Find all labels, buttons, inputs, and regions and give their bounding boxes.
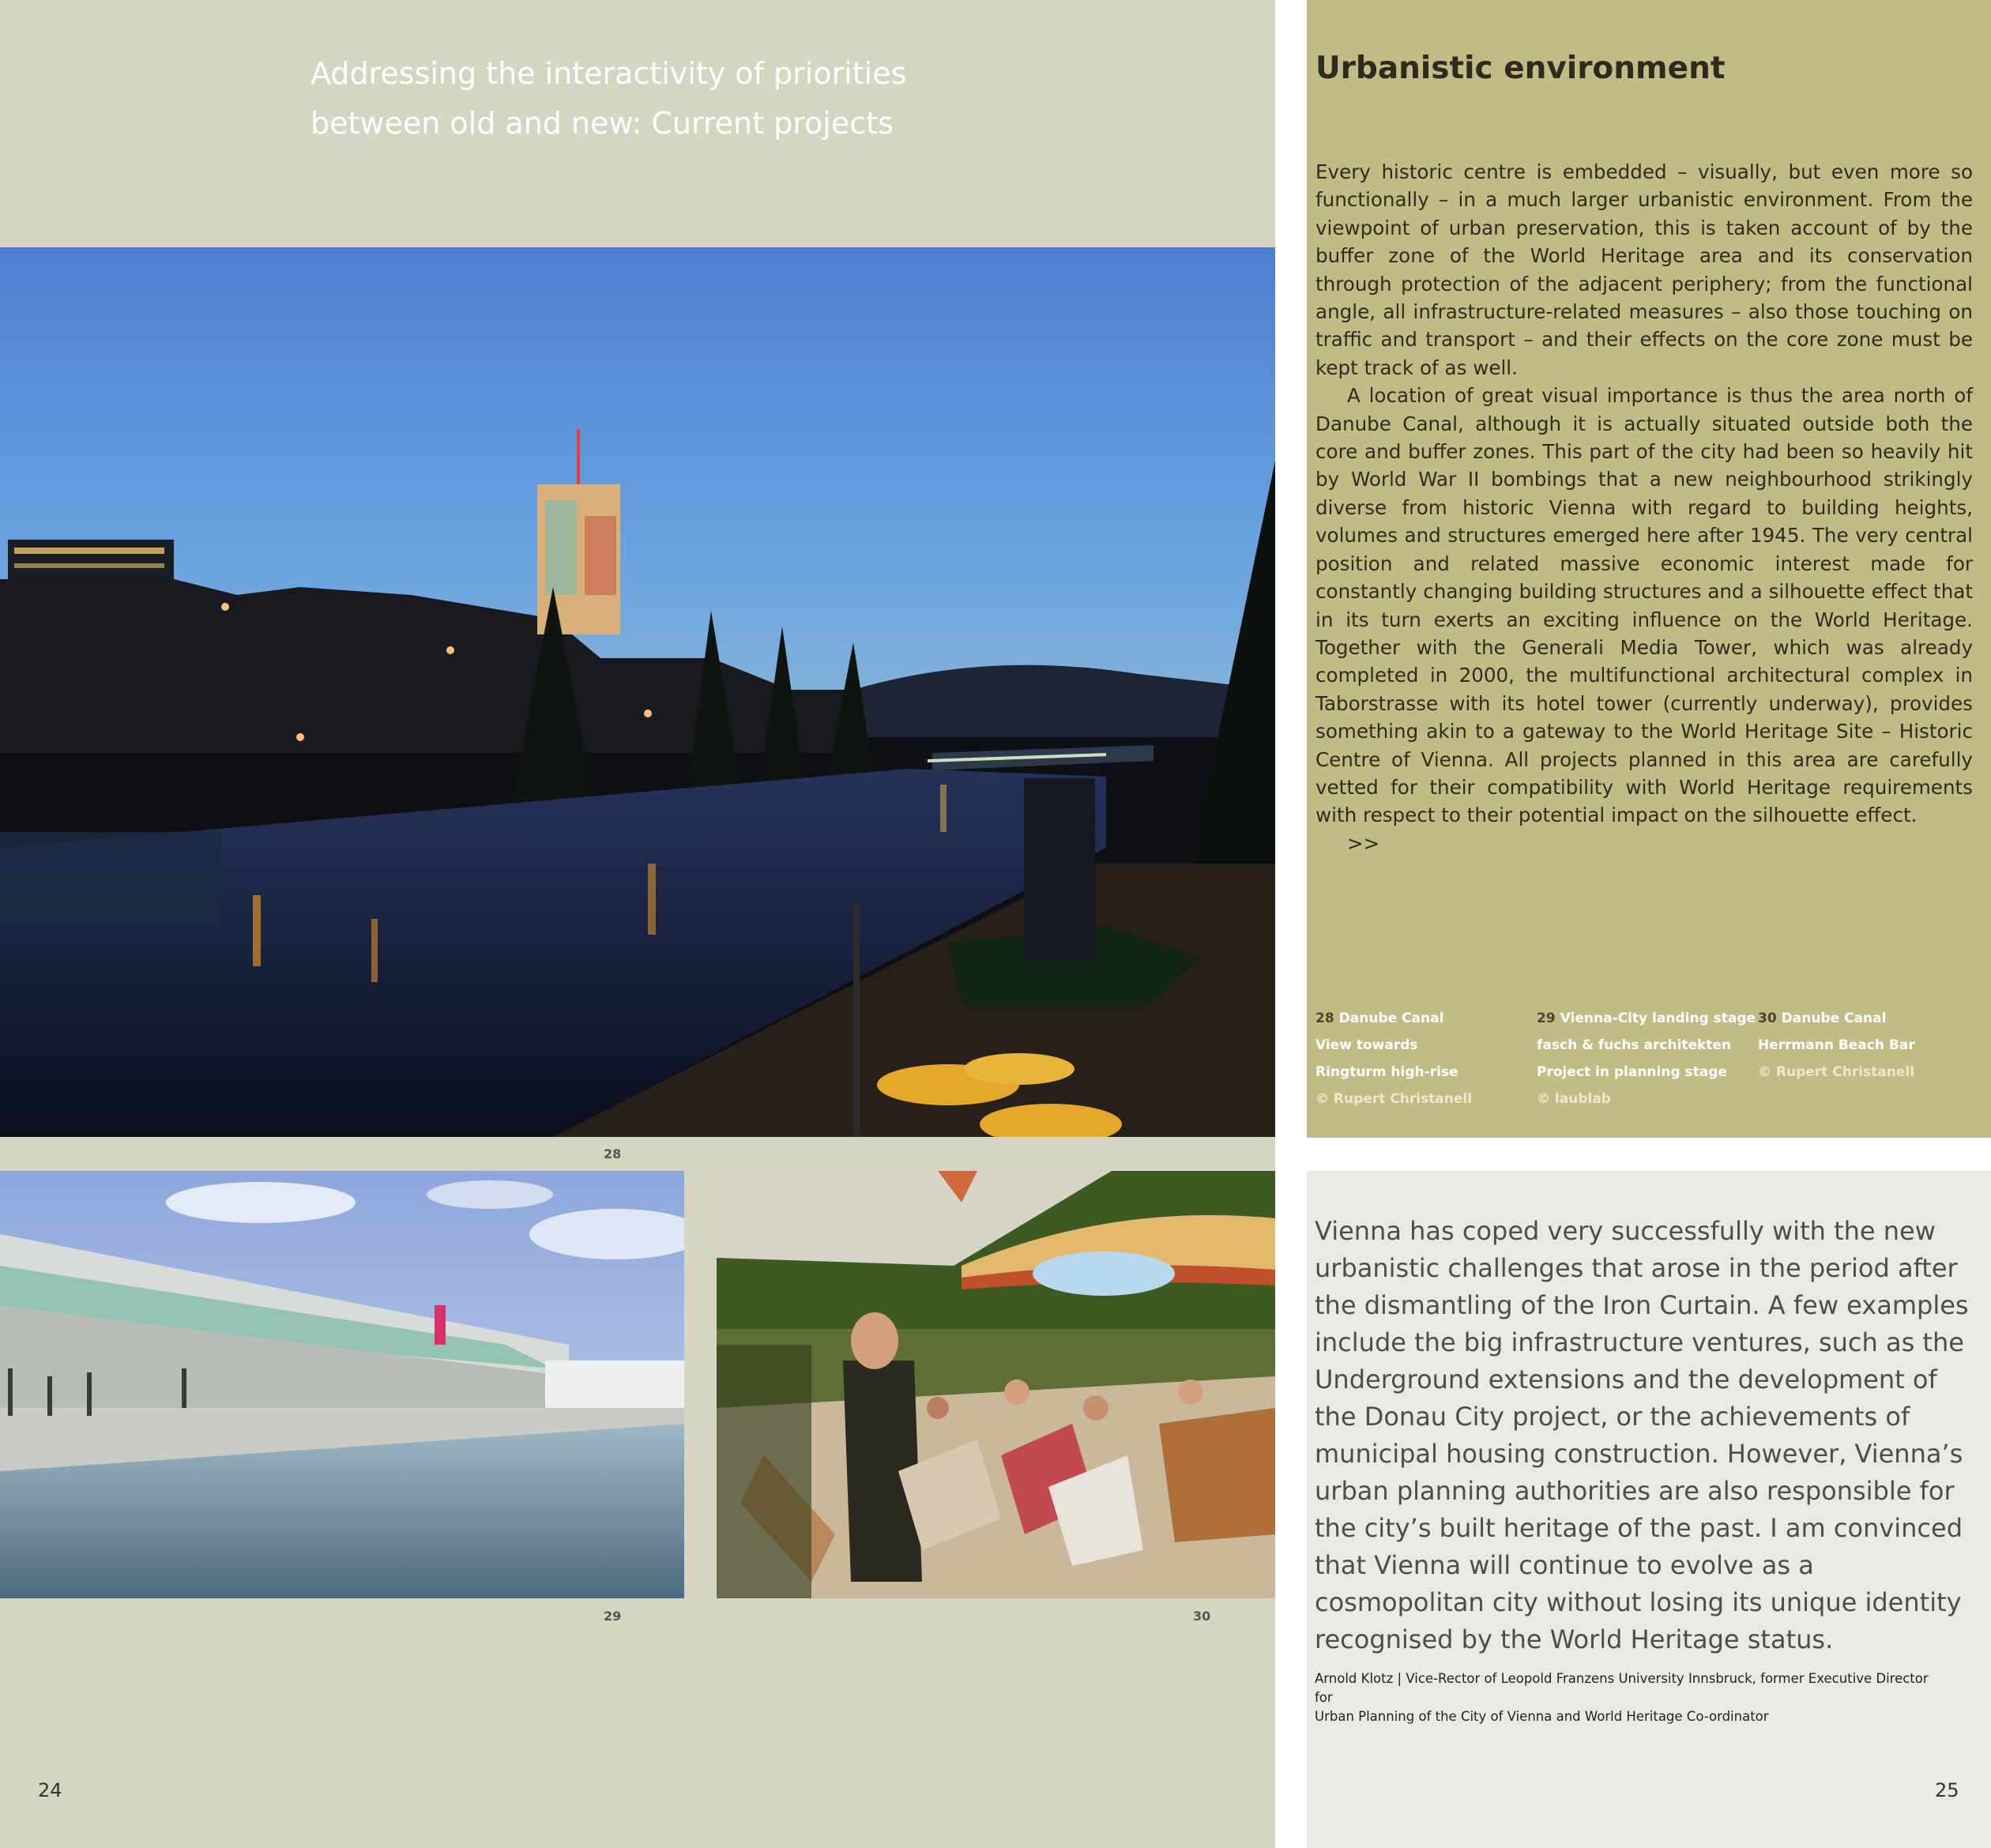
photo-herrmann-beach-bar <box>717 1171 1275 1598</box>
figure-number-30: 30 <box>1193 1609 1211 1624</box>
caption-28 <box>1315 1005 1537 1112</box>
figure-number-29: 29 <box>604 1609 622 1624</box>
caption-title: Vienna-City landing stage <box>1560 1011 1756 1026</box>
caption-line: View towards <box>1315 1037 1418 1053</box>
caption-title: Danube Canal <box>1781 1011 1887 1026</box>
pull-quote <box>1315 1213 1970 1658</box>
page-headline <box>311 49 1219 149</box>
caption-line: Project in planning stage <box>1537 1064 1727 1080</box>
page-number-left: 24 <box>38 1779 62 1801</box>
caption-credit: © laublab <box>1537 1091 1611 1107</box>
caption-credit: © Rupert Christanell <box>1315 1091 1473 1107</box>
caption-29 <box>1537 1005 1758 1112</box>
caption-title: Danube Canal <box>1338 1011 1444 1026</box>
figure-captions <box>1315 1005 1979 1112</box>
headline-line-2: between old and new: Current projects <box>311 106 894 141</box>
page-number-right: 25 <box>1935 1779 1959 1801</box>
photo-danube-canal-dusk <box>0 247 1275 1137</box>
figure-number-28: 28 <box>604 1146 622 1161</box>
author-line-1: Arnold Klotz | Vice-Rector of Leopold Franzens University Innsbruck, former Executive Director for <box>1315 1671 1929 1705</box>
section-title: Urbanistic environment <box>1315 51 1726 86</box>
caption-number: 30 <box>1758 1011 1777 1026</box>
quote-text: Vienna has coped very successfully with the new urbanistic challenges that arose in the period after the dismantling of the Iron Curtain. A few examples include the big infrastructure ventures, such as the Underground extensions and the development of the Donau City project, or the achievements of municipal housing construction. However, Vienna’s urban planning authorities are also responsible for the city’s built heritage of the past. I am convinced that Vienna will continue to evolve as a cosmopolitan city without losing its unique identity recognised by the World Heritage status. <box>1315 1216 1969 1654</box>
body-paragraph-2: A location of great visual importance is thus the area north of Danube Canal, although it is actually situated outside both the core and buffer zones. This part of the city had been so heavily hit by World War II bombings that a new neighbourhood strikingly diverse from historic Vienna with regard to building heights, volumes and structures emerged here after 1945. The very central position and related massive economic interest made for constantly changing building structures and a silhouette effect that in its turn exerts an exciting influence on the World Heritage. Together with the Generali Media Tower, which was already completed in 2000, the multifunctional architectural complex in Taborstrasse with its hotel tower (currently underway), provides something akin to a gateway to the World Heritage Site – Historic Centre of Vienna. All projects planned in this area are carefully vetted for their compatibility with World Heritage requirements with respect to their potential impact on the silhouette effect. <box>1315 384 1973 827</box>
body-text <box>1315 158 1973 857</box>
continue-mark: >> <box>1347 831 1380 855</box>
caption-number: 28 <box>1315 1011 1334 1026</box>
body-paragraph-1: Every historic centre is embedded – visually, but even more so functionally – in a much larger urbanistic environment. From the viewpoint of urban preservation, this is taken account of by the buffer zone of the World Heritage area and its conservation through protection of the adjacent periphery; from the functional angle, all infrastructure-related measures – also those touching on traffic and transport – and their effects on the core zone must be kept track of as well. <box>1315 160 1973 379</box>
caption-line: fasch & fuchs architekten <box>1537 1037 1732 1053</box>
caption-line: Ringturm high-rise <box>1315 1064 1458 1080</box>
caption-line: Herrmann Beach Bar <box>1758 1037 1915 1053</box>
author-line-2: Urban Planning of the City of Vienna and World Heritage Co-ordinator <box>1315 1709 1769 1724</box>
caption-credit: © Rupert Christanell <box>1758 1064 1915 1080</box>
headline-line-1: Addressing the interactivity of priorities <box>311 56 907 91</box>
photo-landing-stage-rendering <box>0 1171 684 1598</box>
caption-number: 29 <box>1537 1011 1556 1026</box>
quote-author <box>1315 1669 1939 1726</box>
caption-30 <box>1758 1005 1979 1112</box>
